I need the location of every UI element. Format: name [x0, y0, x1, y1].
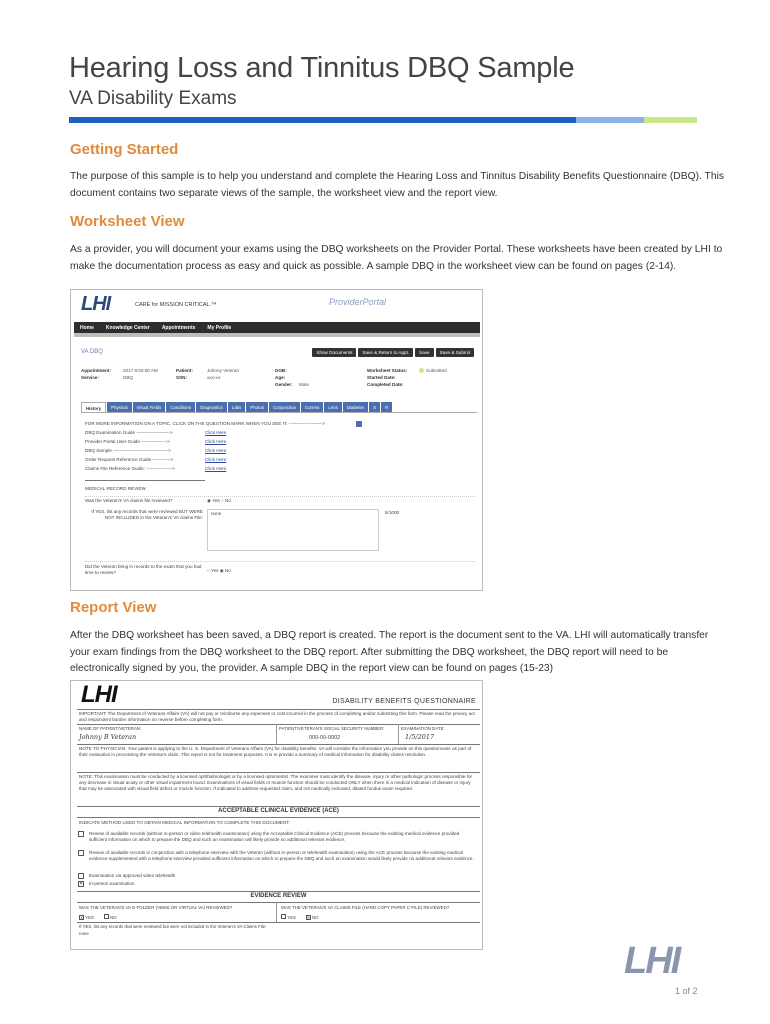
- name-value: Johnny B Veteran: [79, 733, 137, 741]
- info-row: [85, 420, 475, 429]
- checkbox-icon: [104, 914, 109, 919]
- age-label: Age:: [275, 375, 286, 380]
- guide-label: Provider Portal User Guide ----------------->: [85, 439, 170, 444]
- exam-date-label: EXAMINATION DATE:: [401, 726, 445, 731]
- records-value: none: [211, 510, 222, 516]
- status-value: Submitted: [426, 368, 447, 373]
- tab-history: History: [81, 402, 106, 412]
- report-header: DISABILITY BENEFITS QUESTIONNAIRE: [332, 698, 476, 705]
- records-question: If YES, list any records that were reviewed BUT WERE NOT INCLUDED in the Veteran's VA claims File:: [91, 508, 203, 520]
- claims-question: Was the Veteran's VA claims file reviewed?: [85, 497, 173, 503]
- tab-r: R: [381, 402, 392, 412]
- divider: [77, 806, 480, 807]
- tab-conjunctiva: Conjunctiva: [269, 402, 300, 412]
- tab-photos: Photos: [246, 402, 268, 412]
- rule-green: [644, 117, 697, 123]
- name-label: NAME OF PATIENT/VETERAN:: [79, 726, 142, 731]
- guide-row: [85, 429, 475, 438]
- lhi-logo: LHI: [81, 293, 111, 315]
- portal-buttons: [312, 348, 474, 357]
- completed-label: Completed Date:: [367, 382, 404, 387]
- text-getting-started: The purpose of this sample is to help you understand and complete the Hearing Loss and Tinnitus Disability Benefits Questionnaire (DBQ). This document contains two separate views of the sample, the worksheet view and the report view.: [70, 171, 725, 199]
- tab-diabetes: Diabetes: [343, 402, 368, 412]
- dob-label: DOB:: [275, 368, 287, 373]
- divider: [77, 772, 480, 773]
- rule-dark: [69, 117, 576, 123]
- text-report-view: After the DBQ worksheet has been saved, a DBQ report is created. The report is the document sent to the VA. LHI will automatically transfer your exam findings from the DBQ worksheet to the DBQ report. After submitting the DBQ worksheet, the DBQ report will need to be electronically signed by you, the provider. A sample DBQ in the report view can be found on pages (15-23): [70, 630, 709, 674]
- divider: [77, 922, 480, 923]
- checkbox-icon: [78, 850, 84, 856]
- click-here-link: Click Here: [205, 466, 227, 471]
- divider: [276, 724, 277, 744]
- guide-row: [85, 456, 475, 465]
- guide-label: DBQ Sample ------------------------------------>: [85, 448, 171, 453]
- click-here-link: Click Here: [205, 430, 227, 435]
- divider: [85, 561, 475, 562]
- guide-label: DBQ Examination Guide ---------------------->: [85, 430, 173, 435]
- history-panel: [85, 420, 475, 578]
- divider: [85, 480, 205, 481]
- evidence-2-options: [281, 914, 319, 920]
- nav-my-profile: My Profile: [207, 324, 232, 331]
- divider: [77, 709, 480, 710]
- evidence-question-2: WAS THE VETERAN'S VA CLAIMS FILE (HARD COPY PAPER C-FILE) REVIEWED?: [281, 905, 450, 910]
- heading-worksheet-view: Worksheet View: [70, 213, 185, 230]
- show-documents-button: Show Documents: [312, 348, 356, 357]
- divider: [77, 744, 480, 745]
- tab-lens: Lens: [324, 402, 342, 412]
- portal-name: ProviderPortal: [329, 297, 387, 307]
- portal-tabs: [81, 402, 477, 413]
- checkbox-checked-icon: ✕: [80, 915, 84, 920]
- no-label: NO: [109, 915, 117, 920]
- bring-question-row: [85, 564, 475, 578]
- click-here-link: Click Here: [205, 448, 227, 453]
- heading-report-view: Report View: [70, 599, 157, 616]
- claims-question-row: [85, 497, 475, 507]
- nav-home: Home: [80, 324, 94, 331]
- portal-header: [71, 290, 483, 320]
- patient-label: Patient:: [176, 368, 193, 373]
- divider: [276, 902, 277, 922]
- tab-s: S: [369, 402, 380, 412]
- records-row: [85, 509, 475, 557]
- color-rule: [69, 117, 697, 123]
- status-dot-icon: [419, 368, 424, 373]
- portal-subbar: [74, 333, 480, 337]
- nav-knowledge-center: Knowledge Center: [105, 324, 150, 331]
- ssn-label: PATIENT/VETERAN'S SOCIAL SECURITY NUMBER:: [279, 726, 385, 731]
- appointment-label: Appointment:: [81, 368, 111, 373]
- portal-nav: [74, 322, 480, 333]
- tab-visual-fields: Visual Fields: [133, 402, 166, 412]
- gender-value: Male: [299, 382, 309, 387]
- guide-row: [85, 465, 475, 474]
- started-label: Started Date:: [367, 375, 396, 380]
- service-label: Service:: [81, 375, 99, 380]
- guide-label: Order Request Reference Guide ------------>: [85, 457, 174, 462]
- checkbox-icon: [281, 914, 286, 919]
- status-label: Worksheet Status:: [367, 368, 408, 373]
- guide-row: [85, 447, 475, 456]
- tab-conditions: Conditions: [166, 402, 195, 412]
- ssn-label: SSN:: [176, 375, 187, 380]
- rule-light: [576, 117, 644, 123]
- ace-title: ACCEPTABLE CLINICAL EVIDENCE (ACE): [218, 808, 339, 814]
- checkbox-icon: [78, 873, 84, 879]
- service-value: DBQ: [123, 375, 133, 380]
- guide-row: [85, 438, 475, 447]
- tab-labs: Labs: [228, 402, 246, 412]
- footer-lhi-logo: LHI: [624, 940, 680, 982]
- ssn-value: 000-00-0002: [309, 735, 341, 741]
- appointment-value: 2017 8:00:00 AM: [123, 368, 158, 373]
- tab-physical: Physical: [107, 402, 131, 412]
- page-number: 1 of 2: [675, 986, 698, 996]
- ace-indicate: INDICATE METHOD USED TO OBTAIN MEDICAL INFORMATION TO COMPLETE THIS DOCUMENT:: [79, 820, 290, 825]
- status-badge: [419, 368, 447, 373]
- gender-label: Gender:: [275, 382, 293, 387]
- records-textarea: [207, 509, 379, 551]
- click-here-link: Click Here: [205, 439, 227, 444]
- no-label: NO: [311, 915, 319, 920]
- appointment-info: [81, 368, 476, 389]
- click-here-link: Click Here: [205, 457, 227, 462]
- medical-review-label: MEDICAL RECORD REVIEW: [85, 486, 146, 491]
- no-label: No: [225, 567, 231, 573]
- help-icon: [356, 421, 362, 427]
- checkbox-icon: [78, 831, 84, 837]
- save-button: Save: [415, 348, 433, 357]
- checkbox-checked-icon: ✕: [306, 915, 311, 920]
- tab-diagnostics: Diagnostics: [196, 402, 227, 412]
- exam-date-value: 1/5/2017: [405, 733, 435, 741]
- report-screenshot: [70, 680, 483, 950]
- yes-label: Yes: [212, 497, 220, 503]
- ssn-value: xxx-xx-: [207, 375, 222, 380]
- nav-appointments: Appointments: [161, 324, 196, 331]
- ace-option-2: Review of available records in conjunction with a telephone interview with the Veteran (without in-person or telehealth examination) using the ACE process because the existing medical evidence supplemented with a telephone interview provided sufficient information on which to prepare the DBQ and such an examination would likely provide no additional relevant evidence.: [89, 850, 474, 861]
- yes-label: Yes: [210, 567, 219, 573]
- divider: [77, 902, 480, 903]
- evidence-1-options: [79, 914, 117, 920]
- ace-option-1: Review of available records (without in-person or video telehealth examination) using the Acceptable Clinical Evidence (ACE) process because the existing medical evidence provided sufficient information on which to prepare the DBQ and such an examination will likely provide no additional relevant evidence.: [89, 831, 460, 842]
- divider: [77, 891, 480, 892]
- no-label: No: [225, 497, 231, 503]
- note-physician: NOTE TO PHYSICIAN: Your patient is applying to the U. S. Department of Veterans Affairs (VA) for disability benefits. VA will consider the information you provide on this questionnaire as part of their evaluation in processing the Veteran's claim. This report is not for treatment purposes. It is to provide a summary of medical information for disability claims resolution.: [79, 746, 472, 757]
- divider: [77, 817, 480, 818]
- page-subtitle: VA Disability Exams: [69, 88, 237, 109]
- note-exam: NOTE: This examination must be conducted by a licensed ophthalmologist or by a licensed optometrist. The examiner must identify the disease, injury or other pathologic process responsible for any decrease in visual acuity or other visual impairment found. Examinations of visual fields or muscle function should be conducted ONLY when there is a medical indication of disease or injury that may be associated with visual field defect or muscle function. If indicated to address requested claim, and not medically indicated, dilated fundus exam required.: [79, 774, 473, 791]
- char-counter: 5/1000: [385, 509, 400, 515]
- page-title: Hearing Loss and Tinnitus DBQ Sample: [69, 52, 575, 84]
- info-line: FOR MORE INFORMATION ON A TOPIC, CLICK ON THE QUESTION MARK WHEN YOU SEE IT. ---------------------->: [85, 421, 326, 426]
- save-return-button: Save & Return to Appt.: [358, 348, 413, 357]
- evidence-list-question: If YES, list any records that were reviewed but were not included in the Veteran's VA Claims File:: [79, 924, 267, 929]
- ace-option-3: Examination via approved video telehealth: [89, 873, 176, 878]
- yes-label: YES: [85, 915, 94, 920]
- divider: [398, 724, 399, 744]
- evidence-title: EVIDENCE REVIEW: [250, 893, 307, 899]
- claims-radio-group: ◉ Yes ○ No: [207, 497, 231, 503]
- bring-radio-group: ○ Yes ◉ No: [207, 567, 231, 573]
- portal-page-title: VA DBQ: [81, 349, 103, 355]
- bring-question: Did the Veteran bring in records to the exam that you had time to review?: [85, 563, 202, 575]
- ace-option-4: In-person examination: [89, 881, 135, 886]
- save-submit-button: Save & Submit: [436, 348, 474, 357]
- portal-tagline: CARE for MISSION CRITICAL.™: [135, 302, 217, 308]
- checkbox-checked-icon: ✕: [79, 881, 84, 887]
- evidence-question-1: WAS THE VETERAN'S VA E-FOLDER (VBMS OR VIRTUAL VA) REVIEWED?: [79, 905, 233, 910]
- yes-label: YES: [287, 915, 296, 920]
- report-lhi-logo: LHI: [81, 681, 117, 708]
- worksheet-screenshot: [70, 289, 483, 591]
- text-worksheet-view: As a provider, you will document your exams using the DBQ worksheets on the Provider Portal. These worksheets have been created by LHI to make the documentation process as easy and quick as possible. A sample DBQ in the worksheet view can be found on pages (2-14).: [70, 244, 723, 272]
- guide-label: Claims File Reference Guide: ----------------->: [85, 466, 175, 471]
- important-note: IMPORTANT: The Department of Veterans Affairs (VA) will not pay or reimburse any expenses or cost incurred in the process of completing and/or submitting this form. Please read the privacy act and respondent burden information on reverse before completing form.: [79, 711, 475, 722]
- patient-value: Johnny Veteran: [207, 368, 239, 373]
- tab-cornea: Cornea: [301, 402, 323, 412]
- evidence-list-value: none: [79, 931, 89, 936]
- divider: [77, 724, 480, 725]
- heading-getting-started: Getting Started: [70, 141, 179, 158]
